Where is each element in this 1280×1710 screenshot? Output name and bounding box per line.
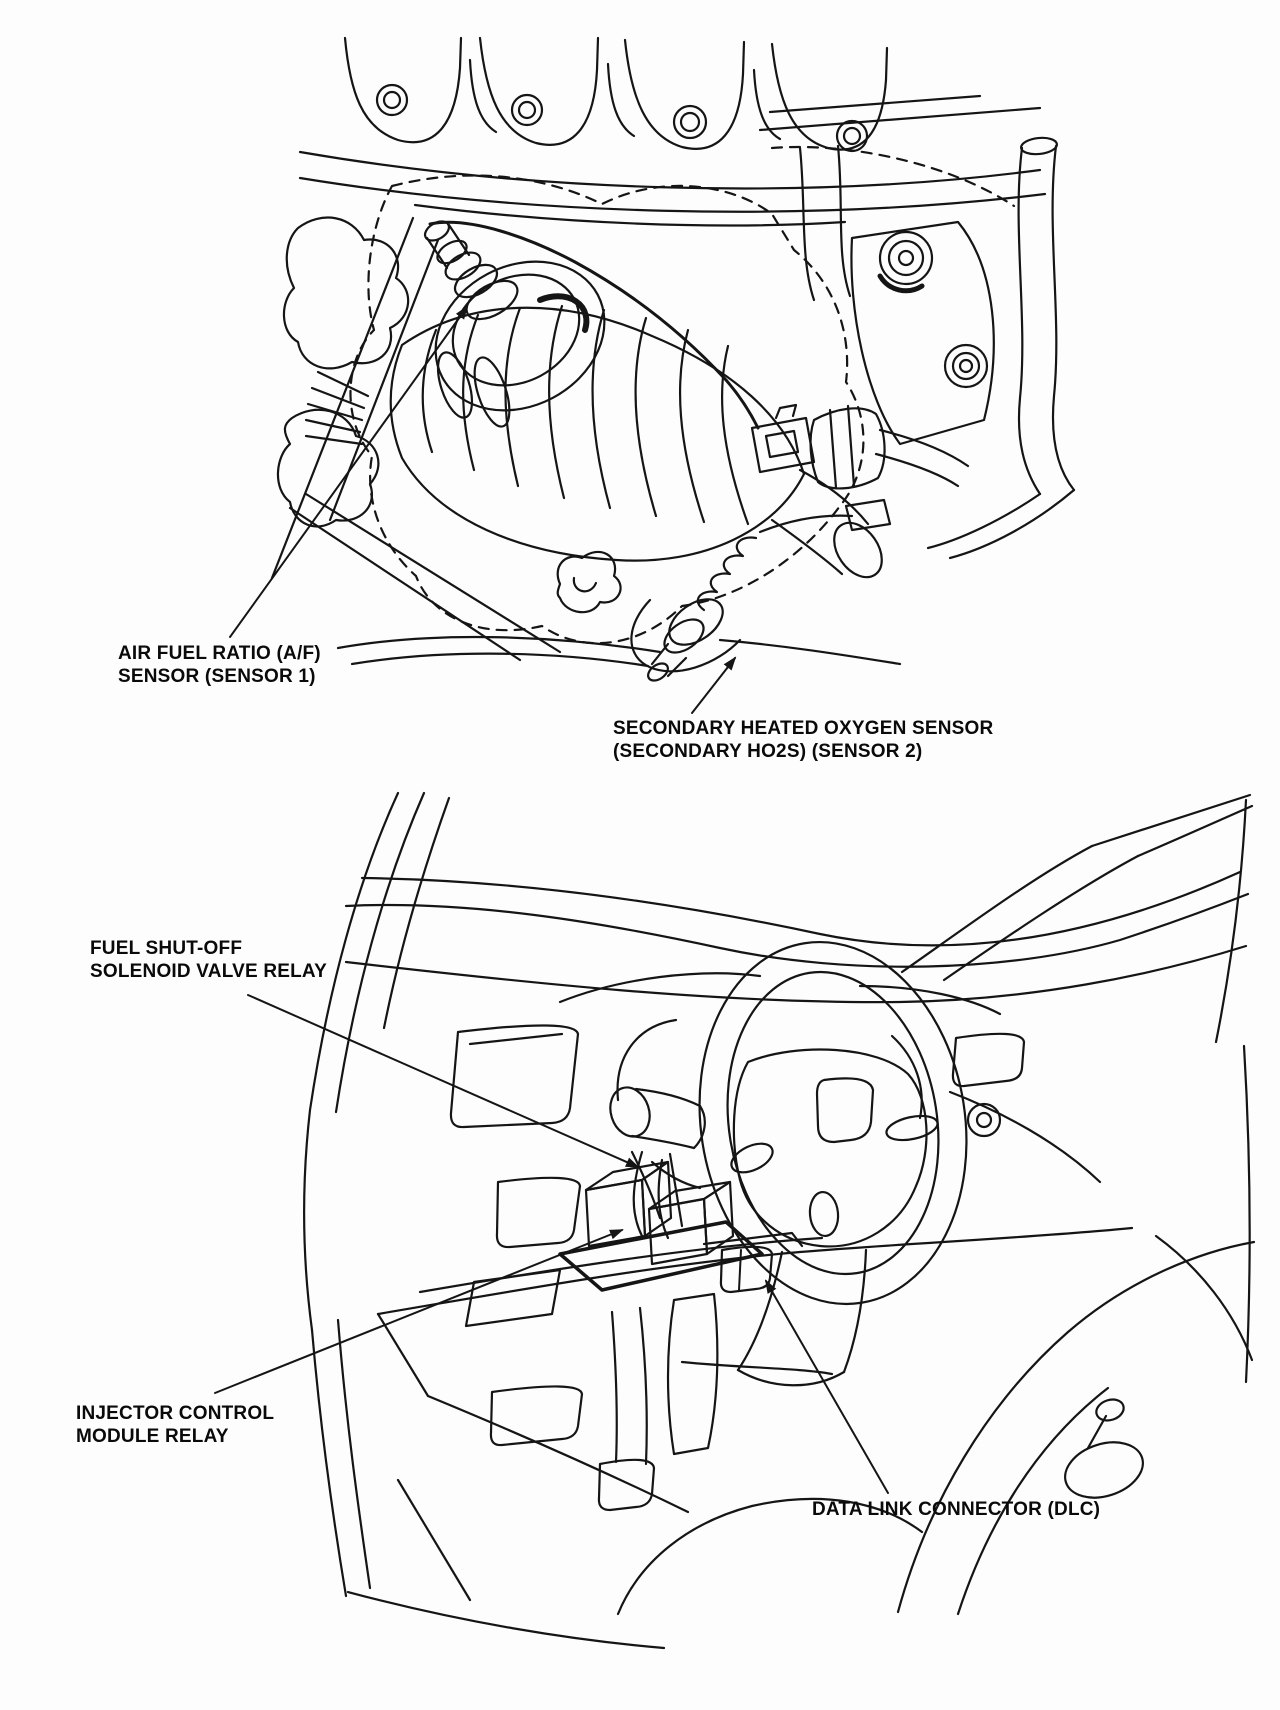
exhaust-hanger-and-pipes — [290, 494, 900, 666]
injector-relay-label — [76, 1402, 274, 1448]
pedals-and-floor — [348, 1294, 832, 1648]
fuel-relay-label — [90, 937, 327, 983]
dlc-label-line1: DATA LINK CONNECTOR (DLC) — [812, 1499, 1101, 1520]
fuel-relay-label-line2: SOLENOID VALVE RELAY — [90, 961, 327, 982]
windshield-and-dash-top — [346, 795, 1252, 1042]
injector-relay-leader-line — [215, 1230, 622, 1393]
exhaust-manifold — [300, 38, 1045, 225]
dlc-leader-line — [766, 1281, 888, 1493]
catalytic-converter — [391, 233, 892, 586]
secondary-ho2s-label-line1: SECONDARY HEATED OXYGEN SENSOR — [613, 718, 994, 739]
dash-lower-panel — [378, 1178, 1132, 1445]
af-sensor-label-line2: SENSOR (SENSOR 1) — [118, 666, 316, 687]
secondary-ho2s-label — [613, 717, 993, 763]
mount-bracket — [800, 146, 994, 444]
column-stalks — [604, 1082, 705, 1238]
dashboard-illustration — [0, 780, 1280, 1710]
af-sensor-label-line1: AIR FUEL RATIO (A/F) — [118, 643, 321, 664]
fuel-relay-label-line1: FUEL SHUT-OFF — [90, 938, 243, 959]
af-sensor-leader-line — [230, 307, 467, 637]
secondary-ho2s-label-line2: (SECONDARY HO2S) (SENSOR 2) — [613, 741, 923, 762]
steering-wheel — [674, 923, 992, 1386]
injector-relay-label-line1: INJECTOR CONTROL — [76, 1403, 275, 1424]
af-sensor-label — [118, 642, 321, 688]
injector-relay-label-line2: MODULE RELAY — [76, 1426, 229, 1447]
a-pillar — [304, 793, 449, 1596]
dlc-label — [812, 1498, 1100, 1521]
